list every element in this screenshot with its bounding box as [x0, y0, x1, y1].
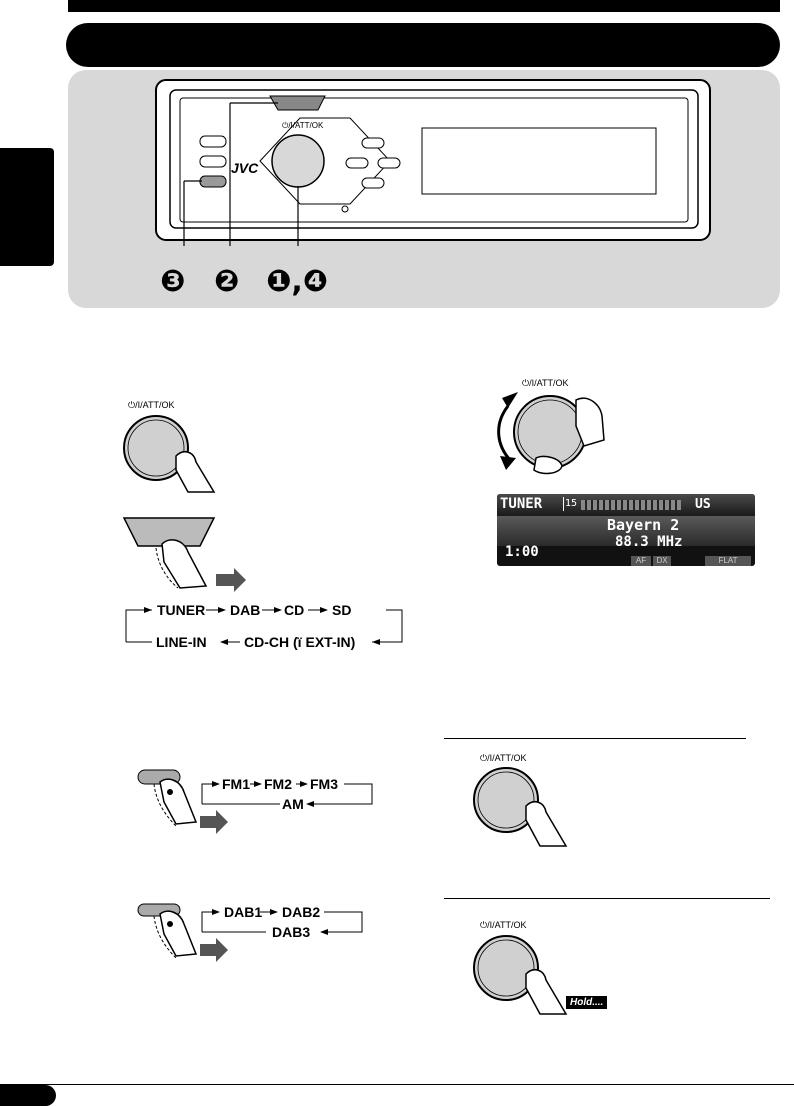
lower-knob1-label: ⏻/I/ATT/OK — [480, 753, 527, 763]
callout-1-4: ❶,❹ — [266, 264, 329, 299]
lower-knob2-label: ⏻/I/ATT/OK — [480, 920, 527, 930]
lcd-source: TUNER — [500, 496, 543, 512]
press-knob-illustration — [118, 410, 238, 500]
seq-am: AM — [282, 796, 304, 812]
title-bar — [66, 23, 780, 67]
seq-cd: CD — [284, 602, 305, 618]
seq-tuner: TUNER — [157, 602, 206, 618]
lcd-level: 15 — [565, 498, 578, 509]
seq-fm2: FM2 — [264, 776, 292, 792]
section-rule-1 — [444, 738, 746, 739]
seq-dab2: DAB2 — [282, 904, 321, 920]
seq-dab1: DAB1 — [224, 904, 263, 920]
lcd-clock: 1:00 — [505, 544, 539, 560]
language-side-tab — [0, 148, 54, 266]
lcd-dx: DX — [653, 556, 671, 566]
top-bar — [68, 0, 780, 12]
seq-line-in: LINE-IN — [156, 634, 207, 650]
right-knob-label: ⏻/I/ATT/OK — [522, 378, 569, 388]
lcd-af: AF — [631, 556, 651, 566]
lcd-display — [497, 494, 755, 566]
seq-sd: SD — [332, 602, 352, 618]
seq-fm3: FM3 — [310, 776, 338, 792]
device-brand-logo: JVC — [231, 160, 259, 176]
bottom-rule — [0, 1084, 794, 1085]
rotate-knob-illustration — [484, 386, 624, 486]
press-knob-illustration-2 — [468, 762, 588, 852]
device-knob-label: ⏻/I/ATT/OK — [282, 121, 324, 130]
lcd-eq: FLAT — [705, 556, 751, 566]
page-number-tab — [0, 1085, 56, 1106]
section-rule-2 — [444, 898, 770, 899]
callout-3: ❸ — [160, 264, 186, 299]
left-knob-label: ⏻/I/ATT/OK — [128, 400, 175, 410]
hold-badge: Hold.... — [566, 996, 607, 1009]
seq-dab3: DAB3 — [272, 924, 311, 940]
callout-2: ❷ — [214, 264, 240, 299]
lcd-frequency: 88.3 MHz — [615, 534, 683, 550]
lcd-station: Bayern 2 — [607, 516, 680, 534]
lcd-tail: US — [695, 497, 711, 512]
seq-fm1: FM1 — [222, 776, 250, 792]
seq-dab: DAB — [230, 602, 261, 618]
source-button-illustration — [122, 516, 262, 596]
seq-cd-ch: CD-CH (ї EXT-IN) — [244, 634, 356, 650]
